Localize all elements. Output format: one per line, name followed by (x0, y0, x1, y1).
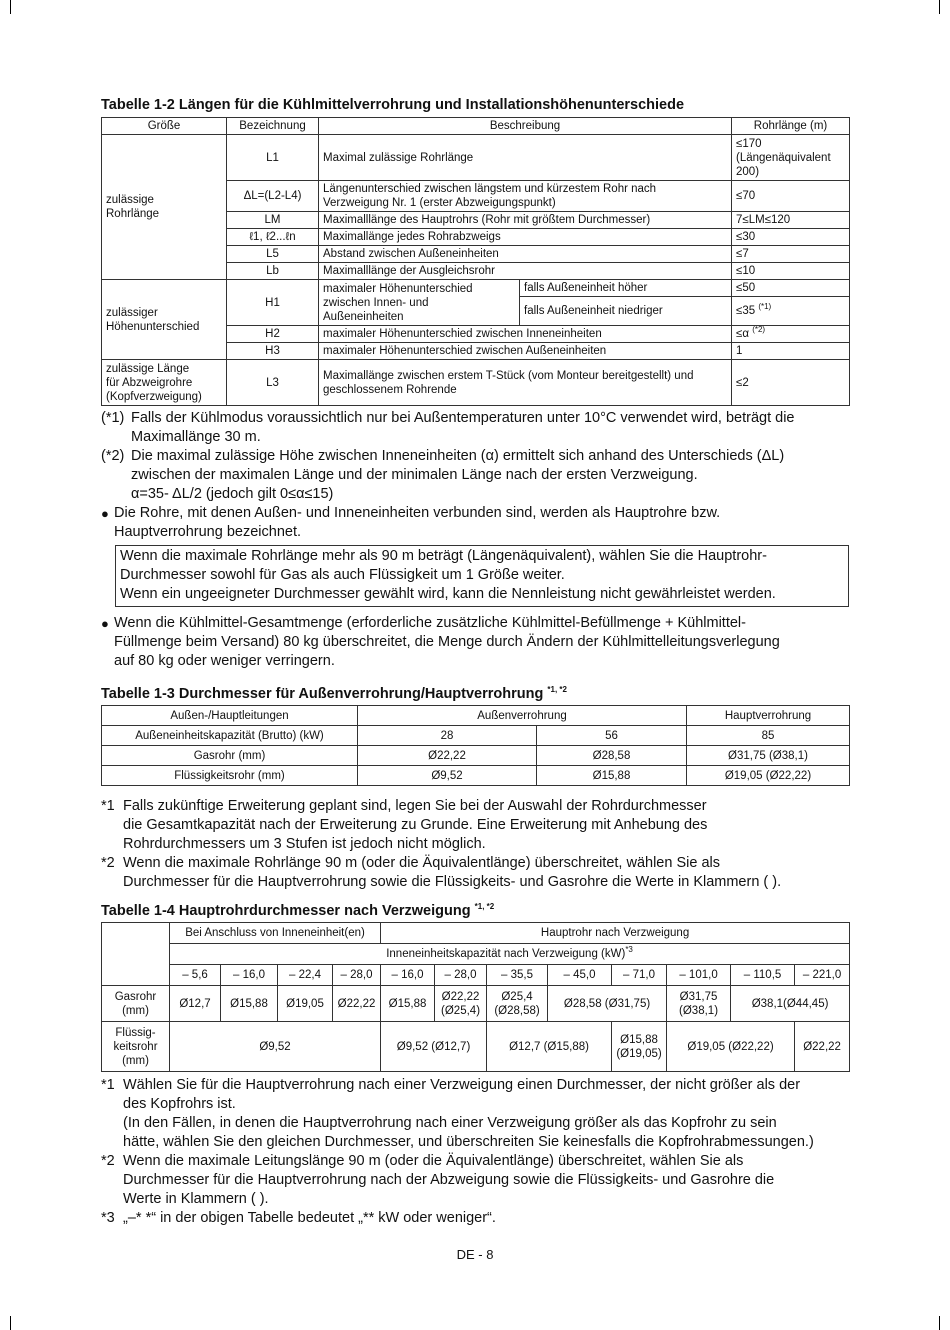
t12-code: H1 (227, 280, 319, 326)
t14-header-capacity: Inneneinheitskapazität nach Verzweigung (kW)$^{*3}$ (170, 944, 850, 965)
t13-row-label: Gasrohr (mm) (102, 746, 358, 766)
t12-code: H2 (227, 326, 319, 343)
t12-desc: Maximalllänge des Hauptrohrs (Rohr mit größtem Durchmesser) (319, 212, 732, 229)
t13-cell: 56 (537, 726, 687, 746)
formula-alpha: α=35- ΔL/2 (jedoch gilt 0≤α≤15) (131, 486, 334, 502)
title-footnote-ref: *1, *2 (547, 685, 567, 695)
t12-desc: Abstand zwischen Außeneinheiten (319, 246, 732, 263)
t14-row-label-liquid: Flüssig- keitsrohr (mm) (102, 1022, 170, 1072)
t14-capacity: – 71,0 (612, 965, 667, 986)
t12-code: L5 (227, 246, 319, 263)
t12-value: ≤30 (732, 229, 850, 246)
t12-code: H3 (227, 343, 319, 360)
t12-value: 1 (732, 343, 850, 360)
crop-mark-bottom-right (939, 1316, 940, 1330)
table-1-4 (101, 922, 850, 1072)
footnote-2: *2 Wenn die maximale Leitungslänge 90 m (oder die Äquivalentlänge) überschreitet, wählen Sie als Durchmesser für die Hauptverrohrung nach der Abzweigung sowie die Flüssigkeits- und Gasrohre die Werte in Klammern ( ). (101, 1153, 775, 1207)
t14-gas-cell: Ø28,58 (Ø31,75) (548, 986, 667, 1022)
t12-value: ≤50 (732, 280, 850, 297)
t12-code: ΔL=(L2-L4) (227, 181, 319, 212)
page-number: DE - 8 (456, 1247, 494, 1262)
t13-cell: Ø19,05 (Ø22,22) (687, 766, 850, 786)
t14-capacity: – 35,5 (487, 965, 548, 986)
title-footnote-ref: *1, *2 (474, 902, 495, 912)
t13-cell: 85 (687, 726, 850, 746)
bullet-main-pipes: ● Die Rohre, mit denen Außen- und Inneneinheiten verbunden sind, werden als Hauptrohre bzw. Hauptverrohrung bezeichnet. (101, 505, 721, 540)
t14-gas-cell: Ø15,88 (221, 986, 278, 1022)
footnote-2: (*2) Die maximal zulässige Höhe zwischen Inneneinheiten (α) ermittelt sich anhand des Unterschieds (ΔL) zwischen der maximalen Länge und der minimalen Länge nach der ersten Verzweigung. (101, 448, 785, 483)
t14-gas-cell: Ø38,1(Ø44,45) (731, 986, 850, 1022)
t14-liquid-cell: Ø12,7 (Ø15,88) (487, 1022, 612, 1072)
t13-cell: Ø15,88 (537, 766, 687, 786)
t12-header-size: Größe (102, 118, 227, 135)
table-1-4-notes (101, 1076, 849, 1228)
t12-value: ≤35 $^{(*1)}$ (732, 297, 850, 326)
t12-desc: Maximallänge jedes Rohrabzweigs (319, 229, 732, 246)
t14-gas-cell: Ø31,75 (Ø38,1) (667, 986, 731, 1022)
t12-condition: falls Außeneinheit höher (520, 280, 732, 297)
t14-liquid-cell: Ø22,22 (795, 1022, 850, 1072)
t13-cell: Ø22,22 (358, 746, 537, 766)
t13-cell: Ø31,75 (Ø38,1) (687, 746, 850, 766)
t14-capacity: – 16,0 (221, 965, 278, 986)
t13-cell: Ø28,58 (537, 746, 687, 766)
t12-group-branch-length: zulässige Länge für Abzweigrohre (Kopfverzweigung) (102, 360, 227, 406)
footnote-1: (*1) Falls der Kühlmodus voraussichtlich nur bei Außentemperaturen unter 10°C verwendet wird, beträgt die Maximallänge 30 m. (101, 410, 795, 445)
t12-value: ≤70 (732, 181, 850, 212)
t14-capacity: – 45,0 (548, 965, 612, 986)
t12-header-desc: Beschreibung (319, 118, 732, 135)
t12-condition: falls Außeneinheit niedriger (520, 297, 732, 326)
t14-gas-cell: Ø22,22 (333, 986, 381, 1022)
table-1-3 (101, 705, 850, 786)
footnote-3: *3 „–* *“ in der obigen Tabelle bedeutet „** kW oder weniger“. (101, 1210, 496, 1226)
page-content (101, 96, 849, 1228)
t14-liquid-cell: Ø19,05 (Ø22,22) (667, 1022, 795, 1072)
table-1-3-notes (101, 797, 849, 892)
t13-row-label: Flüssigkeitsrohr (mm) (102, 766, 358, 786)
t12-code: L1 (227, 135, 319, 181)
t14-header-main-pipe: Hauptrohr nach Verzweigung (381, 923, 850, 944)
t14-liquid-cell: Ø9,52 (Ø12,7) (381, 1022, 487, 1072)
t12-desc: maximaler Höhenunterschied zwischen Außeneinheiten (319, 343, 732, 360)
t14-capacity: – 28,0 (435, 965, 487, 986)
footnote-1: *1 Falls zukünftige Erweiterung geplant sind, legen Sie bei der Auswahl der Rohrdurchmesser die Gesamtkapazität nach der Erweiterung zu Grunde. Eine Erweiterung mit Anhebung des Rohrdurchmessers um 3 Stufen ist jedoch nicht möglich. (101, 798, 708, 852)
t12-group-pipe-length: zulässige Rohrlänge (102, 135, 227, 280)
t12-value: ≤170 (Längenäquivalent 200) (732, 135, 850, 181)
t12-value: 7≤LM≤120 (732, 212, 850, 229)
bullet-refrigerant-amount: ● Wenn die Kühlmittel-Gesamtmenge (erforderliche zusätzliche Kühlmittel-Befüllmenge + Kühlmittel- Füllmenge beim Versand) 80 kg überschreitet, die Menge durch Ändern der Kühlmittelleitungsverlegung auf 80 kg oder weniger verringern. (101, 615, 780, 669)
t12-desc: Längenunterschied zwischen längstem und kürzestem Rohr nach Verzweigung Nr. 1 (erster Abzweigungspunkt) (319, 181, 732, 212)
t12-value: ≤10 (732, 263, 850, 280)
t12-desc: Maximalllänge der Ausgleichsrohr (319, 263, 732, 280)
crop-mark-top-left (10, 0, 11, 14)
t13-cell: Ø9,52 (358, 766, 537, 786)
t14-row-label-gas: Gasrohr (mm) (102, 986, 170, 1022)
bullet-icon: ● (101, 506, 109, 521)
notice-box: Wenn die maximale Rohrlänge mehr als 90 m beträgt (Längenäquivalent), wählen Sie die Hauptrohr- Durchmesser sowohl für Gas als auch Flüssigkeit um 1 Größe weiter. Wenn ein ungeeigneter Durchmesser gewählt wird, kann die Nennleistung nicht gewährleistet werden. (115, 545, 849, 607)
bullet-icon: ● (101, 616, 109, 631)
t12-code: Lb (227, 263, 319, 280)
crop-mark-bottom-left (10, 1316, 11, 1330)
t14-gas-cell: Ø25,4 (Ø28,58) (487, 986, 548, 1022)
t14-capacity: – 16,0 (381, 965, 435, 986)
footnote-ref: (*1) (758, 302, 772, 312)
t12-code: ℓ1, ℓ2...ℓn (227, 229, 319, 246)
t12-code: L3 (227, 360, 319, 406)
table-1-2-notes (101, 409, 849, 671)
crop-mark-top-right (939, 0, 940, 14)
t13-header-main: Hauptverrohrung (687, 706, 850, 726)
table-1-2-title: Tabelle 1-2 Längen für die Kühlmittelverrohrung und Installationshöhenunterschiede (101, 97, 685, 113)
footnote-1: *1 Wählen Sie für die Hauptverrohrung nach einer Verzweigung einen Durchmesser, der nicht größer als der des Kopfrohrs ist. (In den Fällen, in denen die Hauptverrohrung nach einer Verzweigung größer als das Kopfrohr zu sein hätte, wählen Sie den gleichen Durchmesser, und überschreiten Sie keinesfalls die Kopfrohrabmessungen.) (101, 1077, 814, 1150)
t14-capacity: – 22,4 (278, 965, 333, 986)
table-1-3-title: Tabelle 1-3 Durchmesser für Außenverrohrung/Hauptverrohrung $^{*1, *2}$ (101, 685, 567, 702)
table-1-4-title: Tabelle 1-4 Hauptrohrdurchmesser nach Verzweigung $^{*1, *2}$ (101, 902, 495, 919)
t12-desc: maximaler Höhenunterschied zwischen Innen- und Außeneinheiten (319, 280, 520, 326)
t13-cell: 28 (358, 726, 537, 746)
t12-value: ≤2 (732, 360, 850, 406)
t14-capacity: – 28,0 (333, 965, 381, 986)
footnote-ref: (*2) (752, 325, 766, 335)
t12-desc: Maximallänge zwischen erstem T-Stück (vom Monteur bereitgestellt) und geschlossenem Rohrende (319, 360, 732, 406)
footnote-2: *2 Wenn die maximale Rohrlänge 90 m (oder die Äquivalentlänge) überschreitet, wählen Sie als Durchmesser für die Hauptverrohrung sowie die Flüssigkeits- und Gasrohre die Werte in Klammern ( ). (101, 855, 782, 890)
t13-header-lines: Außen-/Hauptleitungen (102, 706, 358, 726)
t14-capacity: – 101,0 (667, 965, 731, 986)
t12-desc: maximaler Höhenunterschied zwischen Inneneinheiten (319, 326, 732, 343)
t12-desc: Maximal zulässige Rohrlänge (319, 135, 732, 181)
table-1-2 (101, 117, 850, 406)
t14-header-indoor: Bei Anschluss von Inneneinheit(en) (170, 923, 381, 944)
t14-gas-cell: Ø22,22 (Ø25,4) (435, 986, 487, 1022)
t14-gas-cell: Ø19,05 (278, 986, 333, 1022)
t14-capacity: – 110,5 (731, 965, 795, 986)
footnote-ref: *3 (625, 945, 633, 955)
t14-liquid-cell: Ø9,52 (170, 1022, 381, 1072)
t14-capacity: – 5,6 (170, 965, 221, 986)
t12-header-name: Bezeichnung (227, 118, 319, 135)
t14-corner (102, 923, 170, 986)
t12-value: ≤7 (732, 246, 850, 263)
t12-code: LM (227, 212, 319, 229)
t14-liquid-cell: Ø15,88 (Ø19,05) (612, 1022, 667, 1072)
t14-gas-cell: Ø15,88 (381, 986, 435, 1022)
t14-capacity: – 221,0 (795, 965, 850, 986)
t13-row-label: Außeneinheitskapazität (Brutto) (kW) (102, 726, 358, 746)
t14-gas-cell: Ø12,7 (170, 986, 221, 1022)
t12-value: ≤α $^{(*2)}$ (732, 326, 850, 343)
t12-group-height-difference: zulässiger Höhenunterschied (102, 280, 227, 360)
t13-header-outdoor: Außenverrohrung (358, 706, 687, 726)
t12-header-length: Rohrlänge (m) (732, 118, 850, 135)
